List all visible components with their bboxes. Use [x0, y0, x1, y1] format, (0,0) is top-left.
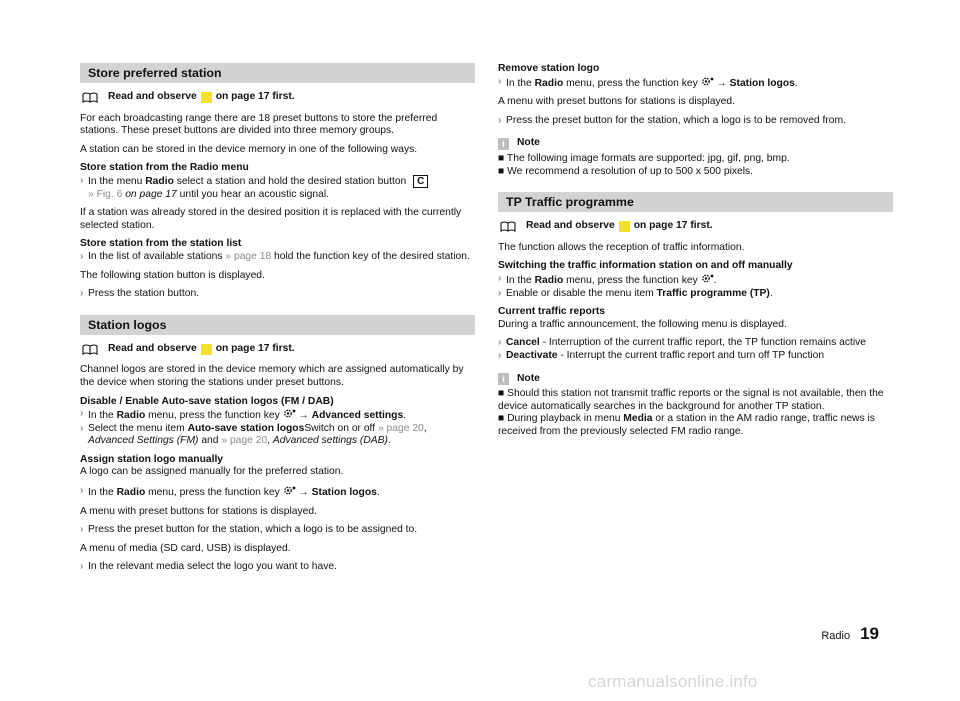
settings-gear-icon	[701, 76, 714, 87]
instruction-step: › Deactivate - Interrupt the current traffic report and turn off TP function	[498, 349, 825, 361]
instruction-step: › Press the preset button for the station, which a logo is to be assigned to.	[80, 524, 418, 536]
watermark-text: carmanualsonline.info	[588, 672, 758, 691]
cross-reference-link[interactable]: » Fig. 6	[88, 188, 123, 200]
page-number: 19	[860, 624, 879, 643]
step-arrow-icon: ›	[80, 561, 84, 573]
paragraph: For each broadcasting range there are 18 preset buttons to store the preferred stations. These preset buttons are divided into three memory groups.	[80, 112, 438, 137]
step-arrow-icon: ›	[498, 349, 502, 361]
read-observe-line	[500, 220, 893, 233]
read-observe-text: Read and observe	[526, 220, 615, 232]
read-observe-page: on page 17 first.	[633, 220, 713, 232]
step-arrow-icon: ›	[80, 524, 84, 536]
step-arrow-icon: ›	[498, 287, 502, 299]
instruction-step: › In the Radio menu, press the function key .	[498, 272, 717, 286]
step-arrow-icon: ›	[80, 485, 84, 497]
read-observe-page: on page 17 first.	[215, 342, 295, 354]
instruction-step: › In the Radio menu, press the function key → Advanced settings.	[80, 408, 407, 422]
instruction-step: › In the list of available stations » page 18 hold the function key of the desired station.	[80, 250, 470, 262]
paragraph: The function allows the reception of traffic information.	[498, 241, 745, 253]
paragraph: A station can be stored in the device memory in one of the following ways.	[80, 143, 418, 155]
info-icon: i	[498, 138, 509, 150]
paragraph: The following station button is displayed.	[80, 269, 265, 281]
subheading: Store station from the Radio menu	[80, 162, 249, 174]
subheading: Store station from the station list	[80, 238, 242, 250]
instruction-step: › In the Radio menu, press the function key → Station logos.	[498, 75, 798, 89]
subheading: Disable / Enable Auto-save station logos (FM / DAB)	[80, 395, 334, 407]
footer-section-name: Radio	[821, 630, 851, 642]
step-arrow-icon: ›	[80, 422, 84, 434]
section-title-tp-traffic: TP Traffic programme	[498, 192, 893, 212]
section-title-store-preferred: Store preferred station	[80, 63, 475, 83]
book-icon	[82, 344, 98, 355]
subheading: Remove station logo	[498, 63, 600, 74]
paragraph: A logo can be assigned manually for the preferred station.	[80, 466, 344, 478]
settings-gear-icon	[283, 408, 296, 419]
instruction-step: › In the menu Radio select a station and hold the desired station button C » Fig. 6 on page 17 until you hear an acoustic signal.	[80, 175, 475, 201]
read-observe-text: Read and observe	[108, 342, 197, 354]
settings-gear-icon	[701, 273, 714, 284]
instruction-step: › Press the preset button for the station, which a logo is to be removed from.	[498, 114, 846, 126]
paragraph: A menu with preset buttons for stations is displayed.	[498, 96, 735, 108]
step-arrow-icon: ›	[80, 288, 84, 300]
subheading: Current traffic reports	[498, 306, 605, 318]
instruction-step: › In the Radio menu, press the function key → Station logos.	[80, 485, 380, 499]
station-key-c: C	[413, 175, 428, 188]
step-arrow-icon: ›	[498, 272, 502, 284]
info-icon: i	[498, 373, 509, 385]
settings-gear-icon	[283, 485, 296, 496]
step-arrow-icon: ›	[498, 337, 502, 349]
note-heading: i Note	[498, 137, 893, 150]
step-arrow-icon: ›	[498, 75, 502, 87]
bullet-item: ■ During playback in menu Media or a station in the AM radio range, traffic news is received from the previously selected FM radio range.	[498, 413, 875, 437]
warning-marker-icon	[619, 221, 630, 232]
subheading: Switching the traffic information station on and off manually	[498, 260, 793, 272]
read-observe-line	[82, 343, 475, 356]
warning-marker-icon	[201, 92, 212, 103]
step-arrow-icon: ›	[80, 408, 84, 420]
step-arrow-icon: ›	[80, 174, 84, 186]
warning-marker-icon	[201, 344, 212, 355]
step-arrow-icon: ›	[498, 114, 502, 126]
paragraph: If a station was already stored in the desired position it is replaced with the currently selected station.	[80, 207, 462, 231]
paragraph: A menu of media (SD card, USB) is displayed.	[80, 542, 291, 554]
instruction-step: › Enable or disable the menu item Traffic programme (TP).	[498, 287, 773, 299]
paragraph: A menu with preset buttons for stations is displayed.	[80, 505, 317, 517]
bullet-item: ■ Should this station not transmit traffic reports or the signal is not available, then the device automatically searches in the background for another TP station.	[498, 388, 884, 412]
bullet-item: ■ The following image formats are supported: jpg, gif, png, bmp.	[498, 152, 790, 164]
instruction-step: › In the relevant media select the logo you want to have.	[80, 561, 337, 573]
page-footer	[821, 624, 879, 643]
section-title-station-logos: Station logos	[80, 315, 475, 335]
subheading: Assign station logo manually	[80, 453, 224, 465]
cross-reference-link[interactable]: » page 18	[225, 250, 272, 262]
book-icon	[82, 92, 98, 103]
step-arrow-icon: ›	[80, 250, 84, 262]
right-column	[498, 63, 893, 438]
read-observe-text: Read and observe	[108, 91, 197, 102]
instruction-step: › Cancel - Interruption of the current traffic report, the TP function remains active	[498, 337, 867, 349]
paragraph: During a traffic announcement, the following menu is displayed.	[498, 318, 787, 330]
read-observe-line	[82, 91, 475, 104]
instruction-step: › Press the station button.	[80, 288, 200, 300]
paragraph: Channel logos are stored in the device memory which are assigned automatically by the device when storing the stations under preset buttons.	[80, 364, 464, 388]
read-observe-page: on page 17 first.	[215, 91, 295, 102]
cross-reference-link[interactable]: » page 20	[221, 435, 268, 447]
note-heading: i Note	[498, 373, 893, 386]
bullet-item: ■ We recommend a resolution of up to 500 x 500 pixels.	[498, 165, 754, 177]
left-column	[80, 63, 475, 580]
instruction-step: › Select the menu item Auto-save station logosSwitch on or off » page 20, Advanced Settings (FM) and » page 20, Advanced settings (DAB).	[80, 422, 427, 447]
book-icon	[500, 221, 516, 232]
cross-reference-link[interactable]: » page 20	[377, 422, 424, 434]
